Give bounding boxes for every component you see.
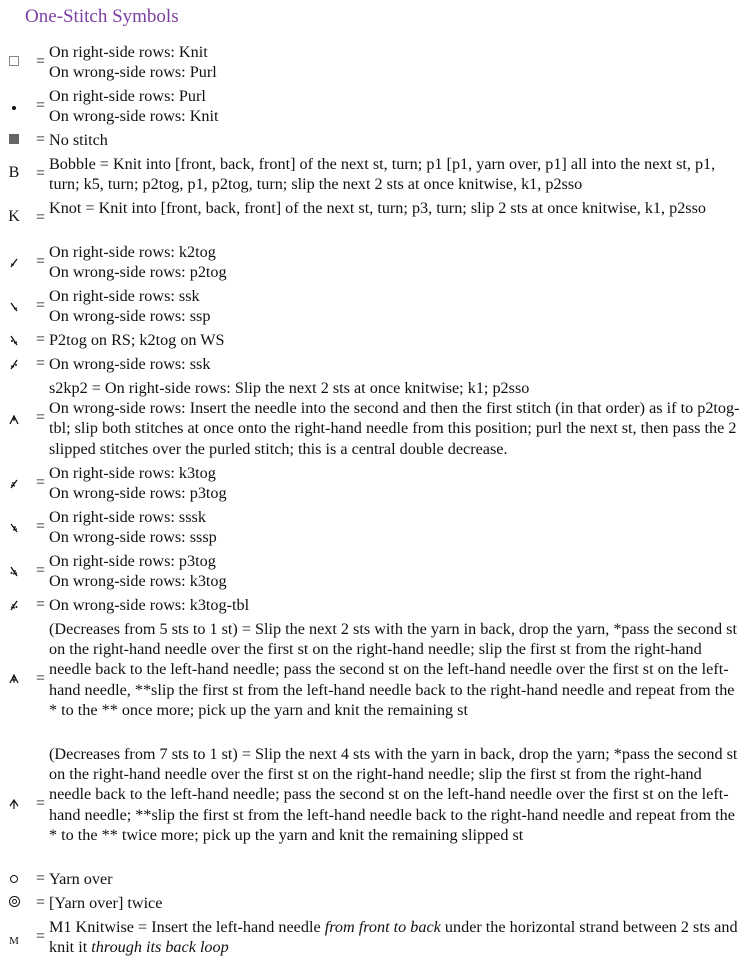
legend-text: Bobble = Knit into [front, back, front] of the next st, turn; p1 [p1, yarn over, p1] all into the next st, p1, turn; k5, turn; p2tog, p1, p2tog, turn; slip the next 2 sts at once knitwise, k1, p2sso (49, 155, 716, 194)
equals-sign: = (36, 518, 46, 535)
legend-text: On right-side rows: Knit On wrong-side rows: Purl (49, 43, 217, 82)
legend-row (0, 619, 750, 741)
legend-text: On wrong-side rows: k3tog-tbl (49, 596, 250, 614)
equals-sign: = (36, 253, 46, 270)
legend-row (0, 86, 750, 126)
seven-to-one-decrease-icon (2, 796, 26, 812)
knot-symbol: K (8, 208, 20, 225)
left-lean-double-decrease-icon (2, 519, 26, 535)
legend-row (0, 893, 750, 913)
legend-row (0, 917, 750, 959)
legend-text: No stitch (49, 131, 108, 149)
equals-sign: = (36, 355, 46, 372)
legend-row (0, 595, 750, 615)
right-lean-purl-decrease-icon (2, 356, 26, 372)
legend-text: Knot = Knit into [front, back, front] of the next st, turn; p3, turn; slip 2 sts at once knitwise, k1, p2sso (49, 199, 707, 217)
legend-text: (Decreases from 7 sts to 1 st) = Slip the next 4 sts with the yarn in back, drop the yarn; *pass the second st on the right-hand needle over the first st on the right-hand needle; slip the first st from the right-hand needle back to the left-hand needle; pass the second st on the left-hand needle over the first st on the left-hand needle; **slip the first st from the left-hand needle back to the right-hand needle and repeat from the * to the ** twice more; pick up the yarn and knit the remaining slipped st (49, 745, 738, 844)
right-lean-double-decrease-icon (2, 475, 26, 491)
legend-row (0, 330, 750, 350)
equals-sign: = (36, 670, 46, 687)
legend-row (0, 198, 750, 238)
equals-sign: = (36, 596, 46, 613)
left-lean-decrease-icon (2, 298, 26, 314)
legend-text: [Yarn over] twice (49, 894, 163, 912)
equals-sign: = (36, 409, 46, 426)
five-to-one-decrease-icon (2, 671, 26, 687)
equals-sign: = (36, 562, 46, 579)
blank-square-icon (2, 54, 26, 70)
equals-sign: = (36, 331, 46, 348)
legend-text: On right-side rows: ssk On wrong-side rows: ssp (49, 287, 211, 326)
central-double-decrease-icon (2, 411, 26, 427)
double-yarn-over-icon (2, 895, 26, 911)
legend-text: P2tog on RS; k2tog on WS (49, 331, 225, 349)
equals-sign: = (36, 165, 46, 182)
legend-text: On right-side rows: Purl On wrong-side rows: Knit (49, 87, 219, 126)
legend-text: On right-side rows: sssk On wrong-side rows: sssp (49, 508, 217, 547)
filled-square-icon (2, 132, 26, 148)
equals-sign: = (36, 894, 46, 911)
legend-row (0, 463, 750, 503)
left-lean-purl-decrease-icon (2, 332, 26, 348)
dot-icon (2, 98, 26, 114)
legend-text: On right-side rows: k3tog On wrong-side rows: p3tog (49, 464, 227, 503)
equals-sign: = (36, 928, 46, 945)
legend-text: s2kp2 = On right-side rows: Slip the next 2 sts at once knitwise; k1; p2sso On wrong-side rows: Insert the needle into the second and then the first stitch (in that order) as if to p2tog-tbl; slip both stitches at once onto the right-hand needle from this position; purl the next st, then pass the 2 slipped stitches over the purled stitch; this is a central double decrease. (49, 379, 740, 458)
right-lean-purl-double-decrease-icon (2, 597, 26, 613)
legend-row (0, 869, 750, 889)
equals-sign: = (36, 795, 46, 812)
legend-text: Yarn over (49, 870, 113, 888)
bobble-symbol: B (8, 164, 20, 181)
legend-row (0, 286, 750, 326)
left-lean-purl-double-decrease-icon (2, 563, 26, 579)
legend-text: On wrong-side rows: ssk (49, 355, 211, 373)
legend-text: On right-side rows: p3tog On wrong-side rows: k3tog (49, 552, 227, 591)
equals-sign: = (36, 53, 46, 70)
legend-text: On right-side rows: k2tog On wrong-side rows: p2tog (49, 243, 227, 282)
legend-row (0, 130, 750, 150)
equals-sign: = (36, 297, 46, 314)
equals-sign: = (36, 97, 46, 114)
yarn-over-icon (2, 871, 26, 887)
legend-row (0, 507, 750, 547)
equals-sign: = (36, 131, 46, 148)
make-one-symbol: M (9, 935, 19, 947)
legend-row (0, 378, 750, 460)
legend-row (0, 354, 750, 374)
legend-text: M1 Knitwise = Insert the left-hand needle from front to back under the horizontal strand between 2 sts and knit it through its back loop (49, 918, 738, 957)
equals-sign: = (36, 474, 46, 491)
page-title: One-Stitch Symbols (25, 6, 179, 27)
legend-row (0, 744, 750, 866)
legend-row (0, 242, 750, 282)
legend-text: (Decreases from 5 sts to 1 st) = Slip the next 2 sts with the yarn in back, drop the yarn, *pass the second st on the right-hand needle over the first st on the right-hand needle; slip the first st from the right-hand needle back to the left-hand needle; pass the second st on the left-hand needle over the first st on the left-hand needle, **slip the first st from the left-hand needle back to the right-hand needle and repeat from the * to the ** once more; pick up the yarn and knit the remaining st (49, 620, 737, 719)
equals-sign: = (36, 870, 46, 887)
legend-row (0, 154, 750, 194)
legend-row (0, 551, 750, 591)
right-lean-decrease-icon (2, 254, 26, 270)
equals-sign: = (36, 209, 46, 226)
legend-row (0, 42, 750, 82)
